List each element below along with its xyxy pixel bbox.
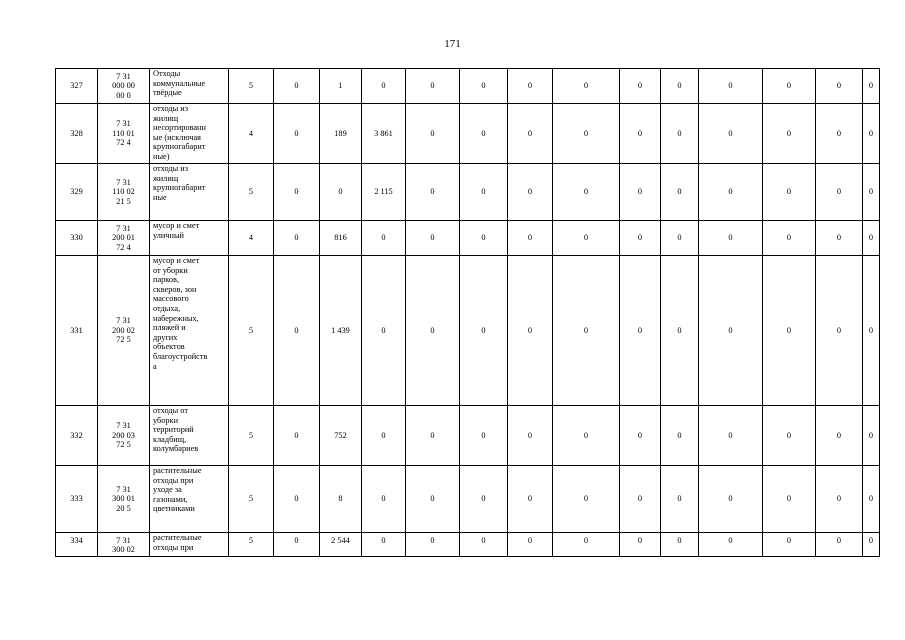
value-cell: 0 bbox=[406, 221, 460, 256]
value-cell: 0 bbox=[274, 69, 320, 104]
table-row bbox=[56, 406, 880, 466]
waste-name-line: отходы из bbox=[153, 164, 188, 173]
value-cell: 0 bbox=[508, 164, 553, 221]
waste-name-line: отходы из bbox=[153, 104, 188, 113]
waste-name bbox=[150, 256, 229, 406]
value-cell: 2 115 bbox=[362, 164, 406, 221]
value-cell: 752 bbox=[320, 406, 362, 466]
page-number: 171 bbox=[444, 38, 461, 50]
waste-code bbox=[98, 164, 150, 221]
waste-name-line: коммунальные bbox=[153, 78, 206, 88]
value-cell: 0 bbox=[508, 221, 553, 256]
waste-name-line: колумбариев bbox=[153, 444, 199, 454]
value-cell: 0 bbox=[406, 69, 460, 104]
value-cell: 0 bbox=[460, 164, 508, 221]
waste-code bbox=[98, 406, 150, 466]
value-cell: 0 bbox=[406, 466, 460, 533]
value-cell: 0 bbox=[620, 466, 661, 533]
waste-code-line: 110 01 bbox=[112, 128, 135, 138]
value-cell: 0 bbox=[553, 256, 620, 406]
value-cell: 0 bbox=[620, 104, 661, 164]
waste-name bbox=[150, 69, 229, 104]
waste-name-line: твёрдые bbox=[153, 88, 182, 98]
value-cell: 0 bbox=[362, 256, 406, 406]
value-cell: 3 861 bbox=[362, 104, 406, 164]
value-cell: 0 bbox=[763, 104, 816, 164]
waste-code-line: 72 4 bbox=[116, 242, 131, 252]
waste-code-line: 7 31 bbox=[116, 119, 131, 129]
value-cell: 0 bbox=[406, 406, 460, 466]
value-cell: 0 bbox=[816, 104, 863, 164]
waste-code-line: 7 31 bbox=[116, 421, 131, 431]
value-cell: 0 bbox=[620, 164, 661, 221]
row-number: 328 bbox=[56, 104, 98, 164]
value-cell: 1 bbox=[320, 69, 362, 104]
value-cell: 0 bbox=[816, 256, 863, 406]
value-cell: 0 bbox=[763, 406, 816, 466]
value-cell: 5 bbox=[229, 69, 274, 104]
value-cell: 0 bbox=[863, 164, 880, 221]
value-cell: 5 bbox=[229, 256, 274, 406]
waste-code-line: 7 31 bbox=[116, 316, 131, 326]
value-cell: 1 439 bbox=[320, 256, 362, 406]
value-cell: 0 bbox=[406, 256, 460, 406]
waste-name-line: газонами, bbox=[153, 494, 188, 504]
waste-name-line: а bbox=[153, 361, 157, 371]
value-cell: 0 bbox=[620, 533, 661, 557]
value-cell: 0 bbox=[661, 533, 699, 557]
waste-name-line: растительные bbox=[153, 533, 202, 542]
waste-name-line: отходы при bbox=[153, 475, 194, 485]
waste-name-line: цветниками bbox=[153, 504, 195, 514]
row-number: 327 bbox=[56, 69, 98, 104]
table-row bbox=[56, 164, 880, 221]
waste-name bbox=[150, 164, 229, 221]
waste-name-line: ные bbox=[153, 192, 167, 202]
value-cell: 0 bbox=[661, 466, 699, 533]
waste-code-line: 300 02 bbox=[112, 545, 135, 555]
waste-code bbox=[98, 256, 150, 406]
value-cell: 0 bbox=[508, 104, 553, 164]
value-cell: 0 bbox=[699, 533, 763, 557]
waste-name-line: крупногабарит bbox=[153, 183, 206, 193]
waste-name-line: территорий bbox=[153, 425, 194, 435]
value-cell: 0 bbox=[320, 164, 362, 221]
value-cell: 0 bbox=[508, 533, 553, 557]
table-row bbox=[56, 221, 880, 256]
value-cell: 8 bbox=[320, 466, 362, 533]
value-cell: 0 bbox=[553, 406, 620, 466]
value-cell: 0 bbox=[553, 164, 620, 221]
waste-code-line: 20 5 bbox=[116, 503, 131, 513]
value-cell: 0 bbox=[699, 221, 763, 256]
value-cell: 0 bbox=[699, 104, 763, 164]
table-body bbox=[56, 69, 880, 557]
waste-code bbox=[98, 533, 150, 557]
value-cell: 0 bbox=[661, 104, 699, 164]
value-cell: 0 bbox=[362, 69, 406, 104]
value-cell: 5 bbox=[229, 406, 274, 466]
value-cell: 0 bbox=[362, 406, 406, 466]
value-cell: 0 bbox=[460, 256, 508, 406]
value-cell: 0 bbox=[274, 104, 320, 164]
waste-code-line: 7 31 bbox=[116, 484, 131, 494]
value-cell: 0 bbox=[508, 466, 553, 533]
waste-name-line: благоустройств bbox=[153, 351, 208, 361]
value-cell: 0 bbox=[362, 533, 406, 557]
value-cell: 0 bbox=[508, 69, 553, 104]
table-row bbox=[56, 466, 880, 533]
value-cell: 5 bbox=[229, 466, 274, 533]
waste-name-line: скверов, зон bbox=[153, 284, 197, 294]
value-cell: 0 bbox=[406, 533, 460, 557]
value-cell: 0 bbox=[763, 256, 816, 406]
waste-code bbox=[98, 221, 150, 256]
row-number: 333 bbox=[56, 466, 98, 533]
waste-name-line: объектов bbox=[153, 342, 185, 352]
value-cell: 0 bbox=[816, 406, 863, 466]
value-cell: 0 bbox=[863, 256, 880, 406]
table-row bbox=[56, 69, 880, 104]
value-cell: 0 bbox=[863, 221, 880, 256]
waste-name-line: пляжей и bbox=[153, 323, 186, 333]
waste-name-line: жилищ bbox=[153, 113, 179, 123]
value-cell: 0 bbox=[699, 164, 763, 221]
value-cell: 0 bbox=[362, 466, 406, 533]
value-cell: 0 bbox=[763, 221, 816, 256]
value-cell: 5 bbox=[229, 533, 274, 557]
waste-name-line: ые (исключая bbox=[153, 132, 201, 142]
value-cell: 0 bbox=[699, 466, 763, 533]
table-row bbox=[56, 256, 880, 406]
value-cell: 0 bbox=[863, 406, 880, 466]
value-cell: 0 bbox=[362, 221, 406, 256]
table-row bbox=[56, 533, 880, 557]
waste-code-line: 72 5 bbox=[116, 335, 131, 345]
value-cell: 0 bbox=[274, 406, 320, 466]
value-cell: 0 bbox=[406, 104, 460, 164]
waste-code-line: 7 31 bbox=[116, 536, 131, 545]
value-cell: 0 bbox=[816, 533, 863, 557]
waste-name-line: ные) bbox=[153, 151, 170, 161]
value-cell: 0 bbox=[553, 533, 620, 557]
waste-name-line: от уборки bbox=[153, 265, 188, 275]
row-number: 331 bbox=[56, 256, 98, 406]
value-cell: 0 bbox=[699, 69, 763, 104]
value-cell: 0 bbox=[661, 221, 699, 256]
value-cell: 0 bbox=[699, 406, 763, 466]
value-cell: 0 bbox=[620, 406, 661, 466]
value-cell: 0 bbox=[274, 164, 320, 221]
waste-name-line: отходы при bbox=[153, 542, 194, 552]
value-cell: 816 bbox=[320, 221, 362, 256]
value-cell: 0 bbox=[763, 466, 816, 533]
row-number: 329 bbox=[56, 164, 98, 221]
value-cell: 0 bbox=[661, 164, 699, 221]
value-cell: 0 bbox=[661, 406, 699, 466]
value-cell: 0 bbox=[816, 69, 863, 104]
value-cell: 0 bbox=[274, 221, 320, 256]
value-cell: 189 bbox=[320, 104, 362, 164]
value-cell: 4 bbox=[229, 221, 274, 256]
value-cell: 0 bbox=[763, 533, 816, 557]
waste-code-line: 7 31 bbox=[116, 71, 131, 81]
value-cell: 0 bbox=[661, 256, 699, 406]
waste-name-line: других bbox=[153, 332, 178, 342]
waste-name-line: уходе за bbox=[153, 485, 182, 495]
waste-code-line: 00 0 bbox=[116, 90, 131, 100]
waste-name-line: крупногабарит bbox=[153, 142, 206, 152]
value-cell: 0 bbox=[620, 69, 661, 104]
value-cell: 4 bbox=[229, 104, 274, 164]
waste-code-line: 200 03 bbox=[112, 430, 135, 440]
value-cell: 0 bbox=[816, 466, 863, 533]
value-cell: 0 bbox=[553, 466, 620, 533]
value-cell: 0 bbox=[460, 69, 508, 104]
waste-name-line: жилищ bbox=[153, 173, 179, 183]
waste-name-line: отходы от bbox=[153, 406, 188, 415]
value-cell: 0 bbox=[863, 104, 880, 164]
value-cell: 0 bbox=[863, 533, 880, 557]
value-cell: 0 bbox=[553, 104, 620, 164]
waste-code-line: 110 02 bbox=[112, 187, 135, 197]
value-cell: 0 bbox=[816, 164, 863, 221]
waste-name bbox=[150, 104, 229, 164]
waste-code-line: 200 02 bbox=[112, 325, 135, 335]
waste-name-line: парков, bbox=[153, 275, 180, 285]
waste-name-line: уличный bbox=[153, 230, 184, 240]
waste-name-line: растительные bbox=[153, 466, 202, 475]
waste-name bbox=[150, 533, 229, 557]
value-cell: 0 bbox=[763, 69, 816, 104]
waste-code-line: 21 5 bbox=[116, 196, 131, 206]
value-cell: 0 bbox=[863, 466, 880, 533]
waste-name-line: несортированн bbox=[153, 123, 206, 133]
value-cell: 0 bbox=[406, 164, 460, 221]
waste-code-line: 200 01 bbox=[112, 233, 135, 243]
value-cell: 0 bbox=[553, 221, 620, 256]
waste-name-line: массового bbox=[153, 294, 189, 304]
value-cell: 5 bbox=[229, 164, 274, 221]
waste-name-line: кладбищ, bbox=[153, 434, 187, 444]
value-cell: 0 bbox=[274, 256, 320, 406]
row-number: 332 bbox=[56, 406, 98, 466]
waste-code-line: 72 4 bbox=[116, 138, 131, 148]
waste-name bbox=[150, 466, 229, 533]
value-cell: 0 bbox=[553, 69, 620, 104]
value-cell: 0 bbox=[460, 406, 508, 466]
value-cell: 0 bbox=[508, 406, 553, 466]
waste-name bbox=[150, 406, 229, 466]
value-cell: 0 bbox=[763, 164, 816, 221]
value-cell: 0 bbox=[460, 533, 508, 557]
row-number: 334 bbox=[56, 533, 98, 557]
value-cell: 0 bbox=[274, 466, 320, 533]
waste-name-line: набережных, bbox=[153, 313, 199, 323]
waste-code-line: 000 00 bbox=[112, 81, 135, 91]
value-cell: 0 bbox=[816, 221, 863, 256]
waste-name bbox=[150, 221, 229, 256]
row-number: 330 bbox=[56, 221, 98, 256]
waste-name-line: Отходы bbox=[153, 69, 181, 78]
table-row bbox=[56, 104, 880, 164]
waste-code bbox=[98, 466, 150, 533]
waste-code-line: 7 31 bbox=[116, 223, 131, 233]
value-cell: 0 bbox=[661, 69, 699, 104]
waste-code bbox=[98, 69, 150, 104]
value-cell: 0 bbox=[460, 104, 508, 164]
waste-code-line: 300 01 bbox=[112, 494, 135, 504]
value-cell: 0 bbox=[460, 221, 508, 256]
value-cell: 2 544 bbox=[320, 533, 362, 557]
waste-name-line: уборки bbox=[153, 415, 179, 425]
waste-name-line: отдыха, bbox=[153, 303, 181, 313]
value-cell: 0 bbox=[699, 256, 763, 406]
waste-code bbox=[98, 104, 150, 164]
waste-name-line: мусор и смет bbox=[153, 221, 200, 230]
value-cell: 0 bbox=[620, 256, 661, 406]
value-cell: 0 bbox=[620, 221, 661, 256]
waste-table bbox=[55, 68, 880, 557]
waste-code-line: 72 5 bbox=[116, 440, 131, 450]
waste-name-line: мусор и смет bbox=[153, 256, 200, 265]
value-cell: 0 bbox=[460, 466, 508, 533]
value-cell: 0 bbox=[274, 533, 320, 557]
value-cell: 0 bbox=[863, 69, 880, 104]
waste-code-line: 7 31 bbox=[116, 177, 131, 187]
value-cell: 0 bbox=[508, 256, 553, 406]
